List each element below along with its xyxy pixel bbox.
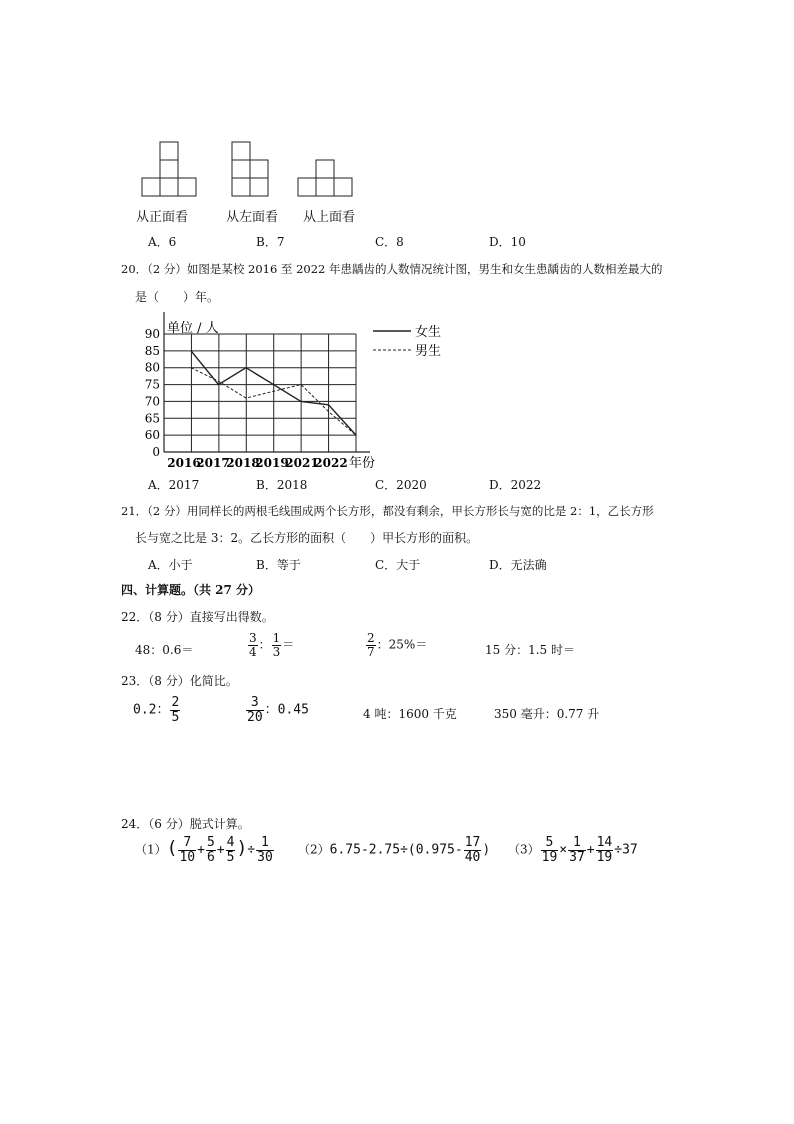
y-tick-label-zero: 0 [152, 445, 160, 459]
section-heading-calculation: 四、计算题。（共 27 分） [121, 583, 261, 597]
caption-left-view: 从左面看 [226, 210, 279, 225]
q23-item1: 0.2： $\frac{2}{5}$ [133, 695, 180, 725]
x-tick-label: 2017 [196, 456, 230, 470]
chart-legend [373, 324, 441, 359]
x-tick-label: 2016 [167, 456, 201, 470]
series-point [245, 367, 246, 368]
y-tick-label: 90 [144, 327, 160, 341]
q19-option-c: C．8 [375, 235, 404, 249]
q21-option-d: D．无法确 [489, 558, 547, 572]
q21-option-c: C．大于 [375, 558, 421, 572]
q21-option-b: B．等于 [256, 558, 301, 572]
series-point [218, 381, 219, 382]
q21-stem-line2: 长与宽之比是 3：2。乙长方形的面积（ ）甲长方形的面积。 [135, 531, 479, 545]
y-tick-label: 80 [144, 360, 160, 375]
chart-labels [145, 321, 375, 471]
q19-option-d: D．10 [489, 235, 526, 249]
q22-item1: 48：0.6＝ [135, 643, 194, 657]
q24-part1: （1）( $\frac{7}{10}$ + $\frac{5}{6}$ + $\frac{4}{5}$ )÷ $\frac{1}{30}$ [135, 835, 273, 865]
series-point [273, 391, 274, 392]
series-point [355, 435, 356, 436]
q19-option-a: A．6 [148, 235, 177, 249]
q20-option-c: C．2020 [375, 478, 427, 492]
y-axis-label: 单位 / 人 [167, 321, 219, 336]
q22-item4: 15 分：1.5 时＝ [485, 643, 575, 657]
q20-option-d: D．2022 [489, 478, 542, 492]
q23-title: 23．（8 分）化简比。 [121, 674, 238, 688]
x-tick-label: 2018 [226, 456, 260, 470]
q22-title: 22．（8 分）直接写出得数。 [121, 610, 274, 624]
q24-title: 24．（6 分）脱式计算。 [121, 817, 250, 831]
q22-item2: $\frac{3}{4}$ ： $\frac{1}{3}$ ＝ [249, 631, 295, 659]
q20-option-a: A．2017 [148, 478, 200, 492]
q20-stem-line1: 20．（2 分）如图是某校 2016 至 2022 年患龋齿的人数情况统计图，男生和女生患龋齿的人数相差最大的 [121, 262, 663, 276]
series-point [273, 384, 274, 385]
q23-item4: 350 毫升：0.77 升 [494, 707, 600, 721]
q20-option-b: B．2018 [256, 478, 308, 492]
q24-part3: （3） $\frac{5}{19}$ × $\frac{1}{37}$ + $\frac{14}{19}$ ÷37 [508, 835, 638, 865]
x-tick-label: 2022 [314, 456, 348, 470]
series-point [190, 367, 191, 368]
y-tick-label: 85 [144, 343, 160, 358]
x-axis-label: 年份 [349, 456, 376, 471]
q24-part2: （2）6.75-2.75÷(0.975- $\frac{17}{40}$ ) [298, 835, 491, 865]
chart-grid [164, 334, 356, 452]
q21-stem-line1: 21．（2 分）用同样长的两根毛线围成两个长方形，都没有剩余，甲长方形长与宽的比是 2：1，乙长方形 [121, 504, 654, 518]
y-tick-label: 60 [144, 428, 160, 443]
series-point [300, 384, 301, 385]
series-point [300, 401, 301, 402]
q19-option-b: B．7 [256, 235, 285, 249]
series-point [218, 384, 219, 385]
q22-item3: $\frac{2}{7}$ ：25%＝ [367, 631, 428, 659]
q20-stem-line2: 是（ ）年。 [135, 290, 220, 304]
series-point [328, 411, 329, 412]
series-point [245, 397, 246, 398]
q21-option-a: A．小于 [148, 558, 193, 572]
q23-item3: 4 吨：1600 千克 [363, 707, 457, 721]
legend-boys-label: 男生 [415, 344, 442, 359]
x-tick-label: 2021 [285, 456, 319, 470]
caries-line-chart [0, 0, 794, 480]
series-point [328, 404, 329, 405]
x-tick-label: 2019 [255, 456, 289, 470]
y-tick-label: 75 [144, 377, 160, 392]
y-tick-label: 65 [144, 411, 160, 426]
caption-top-view: 从上面看 [303, 210, 356, 225]
series-point [190, 350, 191, 351]
q23-item2: $\frac{3}{20}$ ：0.45 [247, 695, 309, 725]
caption-front-view: 从正面看 [136, 210, 189, 225]
y-tick-label: 70 [144, 394, 160, 409]
legend-girls-label: 女生 [415, 325, 442, 340]
